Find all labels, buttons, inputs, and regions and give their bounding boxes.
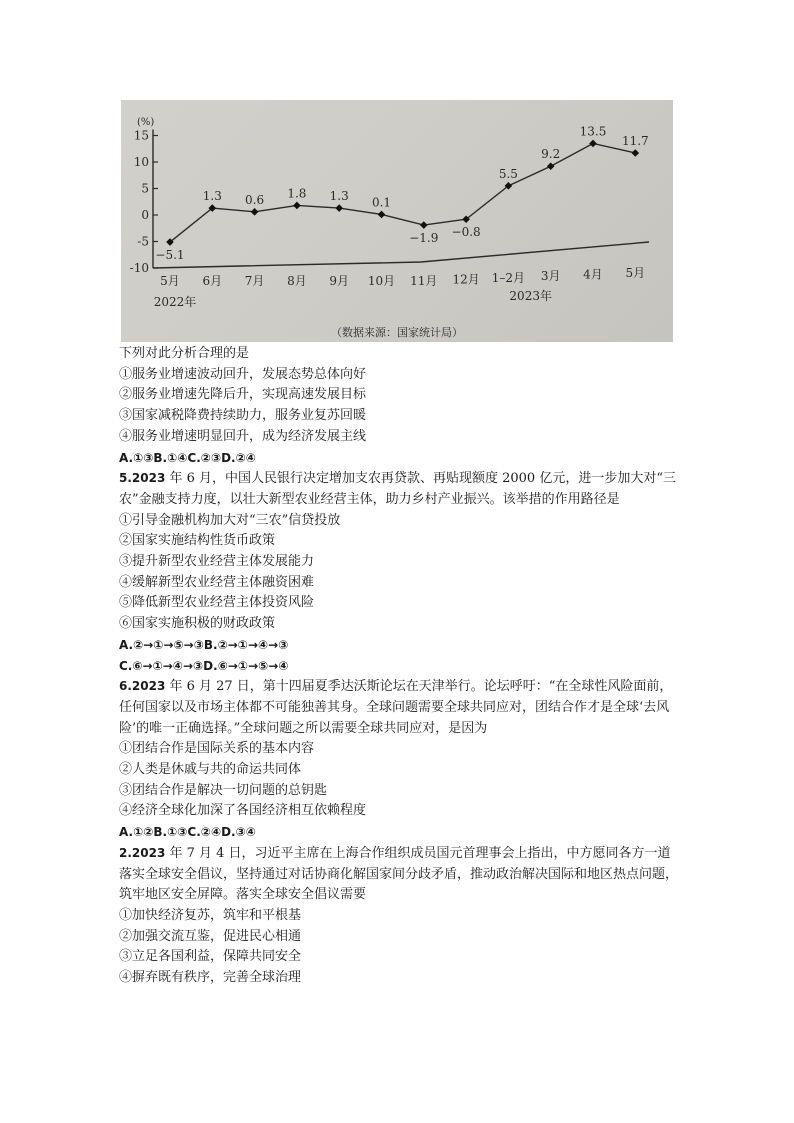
y-tick-label: 10 [133, 155, 149, 169]
q4-option-4: ④服务业增速明显回升，成为经济发展主线 [119, 428, 367, 444]
x-tick-label: 9月 [329, 274, 350, 288]
data-label: −1.9 [409, 231, 439, 246]
data-point [547, 162, 555, 170]
data-label: 1.3 [329, 189, 349, 204]
q5-option-5: ⑤降低新型农业经营主体投资风险 [119, 595, 315, 611]
x-tick-label: 8月 [287, 274, 307, 288]
x-tick-label: 12月 [452, 272, 480, 287]
y-unit-label: (%) [137, 117, 155, 128]
series-line [170, 143, 635, 242]
data-label: −5.1 [155, 248, 185, 263]
q4-option-1: ①服务业增速波动回升，发展态势总体向好 [119, 366, 367, 382]
q5-answers-2: C.⑥→①→④→③D.⑥→①→⑤→④ [119, 658, 289, 673]
x-tick-label: 1–2月 [491, 270, 526, 285]
x-tick-label: 10月 [367, 274, 396, 288]
q7-option-2: ②加强交流互鉴，促进民心相通 [119, 928, 302, 944]
q5-option-6: ⑥国家实施积极的财政政策 [119, 616, 276, 632]
q6-option-2: ②人类是休戚与共的命运共同体 [119, 762, 302, 778]
x-tick-label: 5月 [160, 274, 180, 288]
y-tick-label: -5 [137, 234, 149, 249]
q6-number: 6.2023 [119, 679, 166, 694]
q7-number: 2.2023 [119, 845, 166, 860]
x-tick-label: 11月 [410, 274, 438, 288]
q5-option-2: ②国家实施结构性货币政策 [119, 533, 276, 549]
data-label: 1.3 [202, 189, 222, 204]
x-tick-label: 4月 [583, 267, 603, 282]
q7-stem-text: 年 7 月 4 日，习近平主席在上海合作组织成员国元首理事会上指出，中方愿同各方一道落实全球安全倡议，坚持通过对话协商化解国家间分歧矛盾，推动政治解决国际和地区热点问题，筑牢地区安全屏障。落实全球安全倡议需要 [119, 845, 679, 903]
source-note: （数据来源：国家统计局） [331, 326, 463, 339]
data-point [378, 211, 386, 219]
chart-photo [121, 100, 673, 342]
y-tick-label: 5 [141, 181, 149, 196]
data-point [420, 221, 428, 229]
data-point [589, 140, 597, 148]
q5-stem [119, 468, 679, 510]
data-label: 0.1 [371, 195, 392, 210]
q6-option-4: ④经济全球化加深了各国经济相互依赖程度 [119, 803, 367, 819]
q7-stem [119, 843, 679, 906]
year-label-2022: 2022年 [153, 295, 197, 309]
q7-option-1: ①加快经济复苏，筑牢和平根基 [119, 907, 302, 923]
q4-option-2: ②服务业增速先降后升，实现高速发展目标 [119, 387, 367, 403]
y-tick-label: -10 [129, 261, 149, 275]
q6-option-1: ①团结合作是国际关系的基本内容 [119, 741, 315, 757]
y-tick-label: 0 [141, 208, 149, 222]
line-chart [121, 100, 673, 342]
data-label: −0.8 [451, 225, 481, 240]
x-axis [153, 242, 649, 268]
y-tick-label: 15 [133, 128, 149, 143]
q4-answers: A.①③B.①④C.②③D.②④ [119, 450, 256, 465]
q5-option-4: ④缓解新型农业经营主体融资困难 [119, 574, 315, 590]
year-label-2023: 2023年 [509, 289, 552, 303]
data-label: 5.5 [498, 166, 518, 181]
x-tick-label: 6月 [202, 274, 223, 288]
q7-option-4: ④摒弃既有秩序，完善全球治理 [119, 970, 302, 986]
q5-stem-text: 年 6 月，中国人民银行决定增加支农再贷款、再贴现额度 2000 亿元，进一步加大对“三农”金融支持力度，以壮大新型农业经营主体，助力乡村产业振兴。该举措的作用路径是 [119, 471, 676, 507]
data-point [293, 202, 301, 210]
q4-stem: 下列对此分析合理的是 [119, 346, 250, 361]
data-label: 13.5 [579, 124, 607, 139]
q7-option-3: ③立足各国利益，保障共同安全 [119, 949, 302, 965]
data-point [251, 208, 259, 216]
q6-option-3: ③团结合作是解决一切问题的总钥匙 [119, 782, 328, 798]
q6-stem-text: 年 6 月 27 日，第十四届夏季达沃斯论坛在天津举行。论坛呼吁：“在全球性风险面前，任何国家以及市场主体都不可能独善其身。全球问题需要全球共同应对，团结合作才是全球‘去风险’的唯一正确选择。”全球问题之所以需要全球共同应对，是因为 [119, 679, 673, 736]
question-text [119, 344, 679, 989]
q5-option-1: ①引导金融机构加大对“三农”信贷投放 [119, 512, 341, 528]
q5-option-3: ③提升新型农业经营主体发展能力 [119, 554, 315, 570]
q5-number: 5.2023 [119, 471, 166, 486]
q4-option-3: ③国家减税降费持续助力，服务业复苏回暖 [119, 408, 367, 424]
data-point [335, 204, 343, 212]
q5-answers-1: A.②→①→⑤→③B.②→①→④→③ [119, 637, 289, 652]
x-tick-label: 3月 [540, 269, 561, 284]
data-label: 1.8 [287, 186, 307, 201]
x-tick-label: 7月 [244, 274, 265, 288]
q6-stem [119, 676, 679, 739]
data-point [632, 149, 640, 157]
data-label: 11.7 [621, 133, 649, 148]
x-tick-label: 5月 [625, 266, 646, 280]
data-label: 0.6 [245, 192, 265, 207]
data-label: 9.2 [541, 147, 561, 162]
q6-answers: A.①②B.①③C.②④D.③④ [119, 825, 256, 840]
